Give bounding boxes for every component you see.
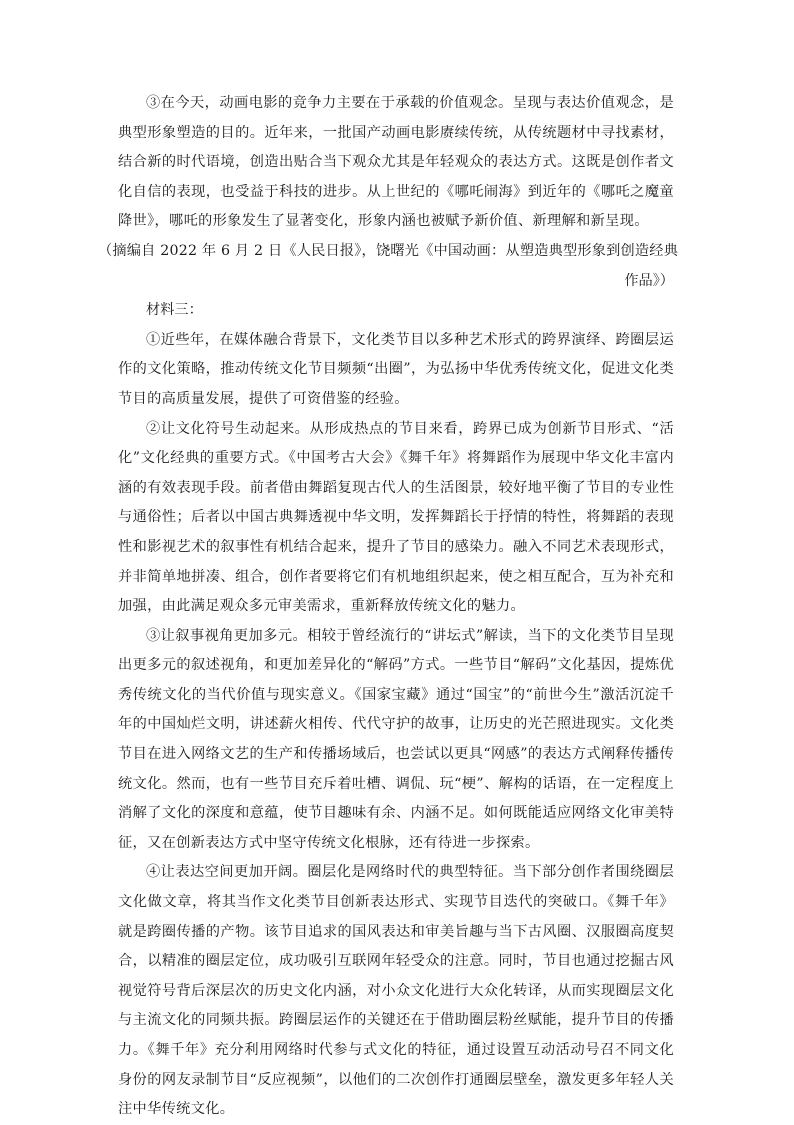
source-citation-line2: 作品》） [624,272,674,289]
paragraph-material3-2: ②让文化符号生动起来。从形成热点的节目来看，跨界已成为创新节目形式、“活化”文化经典的重要方式。《中国考古大会》《舞千年》将舞蹈作为展现中华文化丰富内涵的有效表现手段。前者借由舞蹈复现古代人的生活图景，较好地平衡了节目的专业性与通俗性；后者以中国古典舞透视中华文明，发挥舞蹈长于抒情的特性，将舞蹈的表现性和影视艺术的叙事性有机结合起来，提升了节目的感染力。融入不同艺术表现形式，并非简单地拼凑、组合，创作者要将它们有机地组织起来，使之相互配合，互为补充和加强，由此满足观众多元审美需求，重新释放传统文化的魅力。 [118,420,674,615]
material3-heading: 材料三： [146,302,203,319]
paragraph-material2-3: ③在今天，动画电影的竞争力主要在于承载的价值观念。呈现与表达价值观念，是典型形象塑造的目的。近年来，一批国产动画电影赓续传统，从传统题材中寻找素材，结合新的时代语境，创造出贴合当下观众尤其是年轻观众的表达方式。这既是创作者文化自信的表现，也受益于科技的进步。从上世纪的《哪吒闹海》到近年的《哪吒之魔童降世》，哪吒的形象发生了显著变化，形象内涵也被赋予新价值、新理解和新呈现。 [118,95,674,230]
document-body [98,89,679,1125]
paragraph-material3-1: ①近些年，在媒体融合背景下，文化类节目以多种艺术形式的跨界演绎、跨圈层运作的文化策略，推动传统文化节目频频“出圈”，为弘扬中华优秀传统文化，促进文化类节目的高质量发展，提供了可资借鉴的经验。 [118,331,674,407]
paragraph-material3-4: ④让表达空间更加开阔。圈层化是网络时代的典型特征。当下部分创作者围绕圈层文化做文章，将其当作文化类节目创新表达形式、实现节目迭代的突破口。《舞千年》就是跨圈传播的产物。该节目追求的国风表达和审美旨趣与当下古风圈、汉服圈高度契合，以精准的圈层定位，成功吸引互联网年轻受众的注意。同时，节目也通过挖掘古风视觉符号背后深层次的历史文化内涵，对小众文化进行大众化转译，从而实现圈层文化与主流文化的同频共振。跨圈层运作的关键还在于借助圈层粉丝赋能，提升节目的传播力。《舞千年》充分利用网络时代参与式文化的特征，通过设置互动活动号召不同文化身份的网友录制节目“反应视频”，以他们的二次创作打通圈层壁垒，激发更多年轻人关注中华传统文化。 [118,864,674,1118]
source-citation-line1: （摘编自 2022 年 6 月 2 日《人民日报》，饶曙光《中国动画：从塑造典型形象到创造经典 [98,242,679,259]
paragraph-material3-3: ③让叙事视角更加多元。相较于曾经流行的“讲坛式”解读，当下的文化类节目呈现出更多元的叙述视角，和更加差异化的“解码”方式。一些节目“解码”文化基因，提炼优秀传统文化的当代价值与现实意义。《国家宝藏》通过“国宝”的“前世今生”激活沉淀千年的中国灿烂文明，讲述薪火相传、代代守护的故事，让历史的光芒照进现实。文化类节目在进入网络文艺的生产和传播场域后，也尝试以更具“网感”的表达方式阐释传播传统文化。然而，也有一些节目充斥着吐槽、调侃、玩“梗”、解构的话语，在一定程度上消解了文化的深度和意蕴，使节目趣味有余、内涵不足。如何既能适应网络文化审美特征，又在创新表达方式中坚守传统文化根脉，还有待进一步探索。 [118,627,674,851]
source-citation [98,237,694,296]
